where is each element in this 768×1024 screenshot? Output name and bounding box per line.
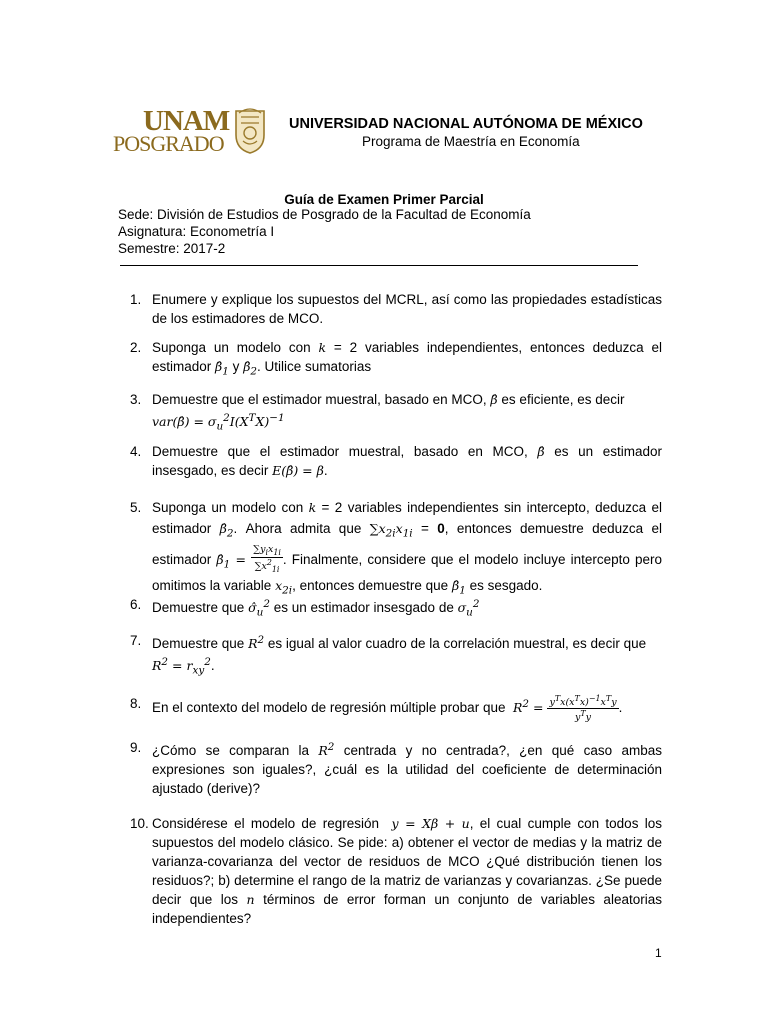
question-number: 3. <box>130 392 142 407</box>
question-1 <box>130 290 662 328</box>
university-name: UNIVERSIDAD NACIONAL AUTÓNOMA DE MÉXICO <box>289 116 643 132</box>
question-9 <box>130 738 662 798</box>
question-number: 6. <box>130 597 142 612</box>
logo-unam-text: UNAM <box>143 105 230 137</box>
question-2 <box>130 338 662 382</box>
question-number: 2. <box>130 340 142 355</box>
question-number: 7. <box>130 633 142 648</box>
question-text: Suponga un modelo con k = 2 variables independientes, entonces deduzca el estimador $\betâ_1$ y $\betâ_2$. Utilice sumatorias <box>152 340 662 378</box>
question-text: ¿Cómo se comparan la $R^2$ centrada y no centrada?, ¿en qué caso ambas expresiones son iguales?, ¿cuál es la utilidad del coeficiente de determinación ajustado (derive)? <box>152 741 662 797</box>
question-8 <box>130 694 662 723</box>
question-text: En el contexto del modelo de regresión múltiple probar que $R^2$ = $\frac{y^Tx(x^Tx)^{-1}x^Ty}{y^Ty}$ . <box>152 694 623 724</box>
question-number: 5. <box>130 500 142 515</box>
question-text: Demuestre que el estimador muestral, basado en MCO, β̂ es eficiente, es decir var(β̂) = $\sigma_u^2I(X^TX)^{-1}$ <box>152 392 625 433</box>
unam-seal-icon <box>231 105 269 155</box>
question-number: 9. <box>130 740 142 755</box>
sede-line: Sede: División de Estudios de Posgrado de la Facultad de Economía <box>118 207 531 222</box>
question-number: 10. <box>130 816 149 831</box>
question-10 <box>130 814 662 928</box>
semestre-line: Semestre: 2017-2 <box>118 241 226 256</box>
question-number: 1. <box>130 292 142 307</box>
question-text: Considérese el modelo de regresión y = Xβ + u, el cual cumple con todos los supuestos del modelo clásico. Se pide: a) obtener el vector de medias y la matriz de varianza-covarianza del vector de residuos de MCO ¿Qué distribución tienen los residuos?; b) determine el rango de la matriz de varianzas y covarianzas. ¿Se puede decir que los n términos de error forman un conjunto de variables aleatorias independientes? <box>152 816 662 926</box>
logo-posgrado-text: POSGRADO <box>113 131 224 156</box>
page-number: 1 <box>655 946 662 960</box>
question-5 <box>130 497 662 602</box>
question-text: Enumere y explique los supuestos del MCRL, así como las propiedades estadísticas de los estimadores de MCO. <box>152 292 662 326</box>
question-number: 8. <box>130 696 142 711</box>
question-text: Suponga un modelo con k = 2 variables independientes sin intercepto, deduzca el estimador $\betâ_2$. Ahora admita que $\sum x_{2i}x_{1i} = 0$, entonces demuestre deduzca el estimador $\betâ_1$ = $\frac{\sum y_ix_{1i}}{\sum x^2_{1i}}$ . Finalmente, considere que el modelo incluye intercepto pero omitimos la variable $x_{2i}$, entonces demuestre que $\betâ_1$ es sesgado. <box>152 500 662 597</box>
question-text: Demuestre que $R^2$ es igual al valor cuadro de la correlación muestral, es decir que $R^2 = r_{xy}^2$. <box>152 634 647 677</box>
question-6 <box>130 595 662 623</box>
question-text: Demuestre que $\sigmâ_u^2$ es un estimador insesgado de $\sigma_u^2$ <box>152 598 480 619</box>
header-divider <box>120 265 638 266</box>
asignatura-line: Asignatura: Econometría I <box>118 224 275 239</box>
program-name: Programa de Maestría en Economía <box>362 134 580 149</box>
question-7 <box>130 631 662 681</box>
question-text: Demuestre que el estimador muestral, basado en MCO, β̂ es un estimador insesgado, es decir E(β̂) = β. <box>152 444 662 478</box>
question-3 <box>130 390 662 437</box>
guide-title: Guía de Examen Primer Parcial <box>284 192 484 207</box>
question-number: 4. <box>130 444 142 459</box>
unam-posgrado-logo <box>113 103 273 161</box>
question-4 <box>130 442 662 480</box>
